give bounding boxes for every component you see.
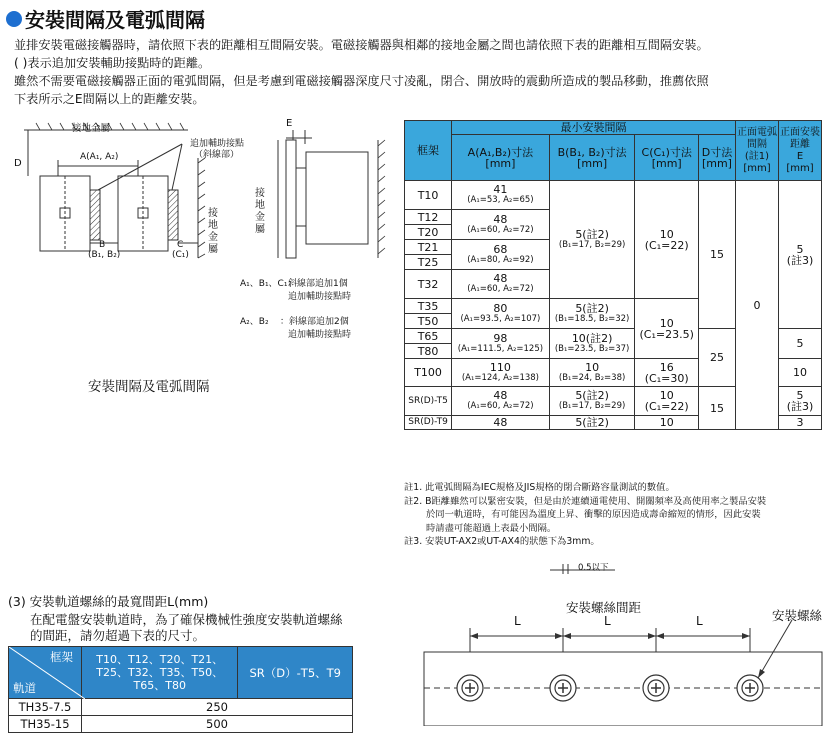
dim-L-1: L: [514, 614, 521, 628]
b-cell: 10(註2) (B₁=23.5, B₂=37): [549, 329, 635, 359]
dim-L-2: L: [604, 614, 611, 628]
d-cell: 15: [698, 181, 735, 329]
screw-label: 安裝螺絲: [772, 608, 823, 623]
diagram-label-D: D: [14, 158, 22, 169]
table-row: TH35-15 500: [9, 716, 353, 733]
a-cell: 48 (A₁=60, A₂=72): [452, 210, 550, 240]
rail-desc-1: 在配電盤安裝軌道時，為了確保機械性強度安裝軌道螺絲: [30, 612, 343, 627]
legend-1-text-2: 追加輔助接點時: [288, 292, 352, 302]
c-cell: 10 (C₁=22): [635, 387, 698, 416]
th-front-arc: 正面電弧 間隔 (註1) [mm]: [736, 121, 779, 181]
frame-cell: SR(D)-T5: [405, 387, 452, 416]
c-cell: 10: [635, 416, 698, 430]
rail-top-label: 0.5以下: [578, 563, 609, 573]
table-notes: [404, 481, 766, 549]
frame-cell: T20: [405, 225, 452, 240]
frame-cell: T12: [405, 210, 452, 225]
d-cell: 25: [698, 329, 735, 387]
e-cell: 3: [779, 416, 822, 430]
th-front-dist: 正面安裝 距離 E [mm]: [779, 121, 822, 181]
b-cell: 10 (B₁=24, B₂=38): [549, 359, 635, 387]
e-cell: 10: [779, 359, 822, 387]
a-cell: 48 (A₁=60, A₂=72): [452, 387, 550, 416]
b-cell: 5(註2) (B₁=17, B₂=29): [549, 181, 635, 299]
frame-cell: T32: [405, 270, 452, 299]
note-2b: 於同一軌道時，有可能因為溫度上昇、衝擊的原因造成壽命縮短的情形，因此安裝: [426, 509, 761, 520]
diagram-label-C: C: [177, 240, 184, 250]
e-cell: 5 (註3): [779, 387, 822, 416]
frame-cell: T10: [405, 181, 452, 210]
table-row: TH35-7.5 250: [9, 699, 353, 716]
th-col1: T10、T12、T20、T21、 T25、T32、T35、T50、 T65、T80: [82, 647, 238, 699]
intro-line-2: ( )表示追加安裝輔助接點時的距離。: [14, 56, 211, 70]
b-cell: 5(註2): [549, 416, 635, 430]
frame-cell: T80: [405, 344, 452, 359]
frame-cell: T100: [405, 359, 452, 387]
th-min-spacing: 最小安裝間隔: [452, 121, 736, 135]
legend-2-text-2: 追加輔助接點時: [288, 330, 352, 340]
th-A: A(A₁,B₂)寸法 [mm]: [452, 135, 550, 181]
a-cell: 110 (A₁=124, A₂=138): [452, 359, 550, 387]
diagram-caption: 安裝間隔及電弧間隔: [88, 379, 210, 395]
a-cell: 98 (A₁=111.5, A₂=125): [452, 329, 550, 359]
legend-2-key: A₂、B₂: [240, 317, 269, 327]
e-cell: 5 (註3): [779, 181, 822, 329]
diagram-label-aux-sub: （斜線部）: [194, 150, 240, 160]
c-cell: 10 (C₁=22): [635, 181, 698, 299]
a-cell: 48: [452, 416, 550, 430]
spacing-table: [404, 120, 822, 430]
note-2a: 註2. B距離雖然可以緊密安裝，但是由於連續通電使用、開關頻率及高使用率之製品安裝: [404, 495, 767, 507]
dim-L-3: L: [696, 614, 703, 628]
legend-2-text-1: ：斜線部追加2個: [280, 317, 349, 327]
diagram-label-E: E: [286, 118, 293, 129]
intro-line-3: 雖然不需要電磁接觸器正面的電弧間隔，但是考慮到電磁接觸器深度尺寸凌亂，閉合、開放時的震動所造成的製品移動，推薦依照: [14, 74, 709, 88]
c-cell: 10 (C₁=23.5): [635, 299, 698, 359]
diagram-label-ground: 接地金屬: [72, 123, 111, 134]
a-cell: 41 (A₁=53, A₂=65): [452, 181, 550, 210]
d-cell: 15: [698, 387, 735, 430]
diagram-label-ground-side-2: 接地金屬: [255, 188, 265, 235]
a-cell: 48 (A₁=60, A₂=72): [452, 270, 550, 299]
bullet-icon: [6, 11, 22, 27]
diagram-label-B-sub: (B₁, B₂): [88, 250, 121, 260]
diagram-label-aux: 追加輔助接點: [190, 139, 245, 149]
diagram-label-C-sub: (C₁): [172, 250, 189, 260]
page-title: 安裝間隔及電弧間隔: [6, 4, 205, 33]
diagram-label-B: B: [99, 240, 106, 250]
b-cell: 5(註2) (B₁=18.5, B₂=32): [549, 299, 635, 329]
c-cell: 16 (C₁=30): [635, 359, 698, 387]
rail-table: [8, 646, 353, 733]
legend-1-text-1: 斜線部追加1個: [288, 279, 348, 289]
note-2c: 時請盡可能超過上表最小間隔。: [426, 522, 557, 534]
a-cell: 68 (A₁=80, A₂=92): [452, 240, 550, 270]
frame-cell: T25: [405, 255, 452, 270]
intro-line-1: 並排安裝電磁接觸器時，請依照下表的距離相互間隔安裝。電磁接觸器與相鄰的接地金屬之間也請依照下表的距離相互間隔安裝。: [14, 38, 709, 52]
frame-cell: T65: [405, 329, 452, 344]
intro-line-4: 下表所示之E間隔以上的距離安裝。: [14, 92, 205, 106]
b-cell: 5(註2) (B₁=17, B₂=29): [549, 387, 635, 416]
legend-1-key: A₁、B₁、C₁：: [240, 279, 297, 289]
e-cell: 5: [779, 329, 822, 359]
th-C: C(C₁)寸法 [mm]: [635, 135, 698, 181]
rail-desc-2: 的間距，請勿超過下表的尺寸。: [30, 628, 206, 643]
rail-heading: (3) 安裝軌道螺絲的最寬間距L(mm): [8, 594, 209, 609]
frame-cell: T35: [405, 299, 452, 314]
diagram-label-A: A(A₁, A₂): [80, 152, 119, 162]
frame-cell: SR(D)-T9: [405, 416, 452, 430]
rail-diagram-title: 安裝螺絲間距: [566, 600, 642, 615]
th-D: D寸法 [mm]: [698, 135, 735, 181]
frame-cell: T21: [405, 240, 452, 255]
frame-cell: T50: [405, 314, 452, 329]
th-B: B(B₁, B₂)寸法 [mm]: [549, 135, 635, 181]
note-1: 註1. 此電弧間隔為IEC規格及JIS規格的閉合斷路容量測試的數值。: [404, 482, 675, 493]
th-frame-rail: 框架 軌道: [9, 647, 82, 699]
note-3: 註3. 安裝UT-AX2或UT-AX4的狀態下為3mm。: [404, 536, 600, 547]
th-frame: 框架: [405, 121, 452, 181]
rail-diagram: [420, 560, 830, 726]
diagram-label-ground-side: 接地金屬: [208, 208, 218, 255]
a-cell: 80 (A₁=93.5, A₂=107): [452, 299, 550, 329]
front-arc-cell: 0: [736, 181, 779, 430]
th-col2: SR（D）-T5、T9: [238, 647, 353, 699]
